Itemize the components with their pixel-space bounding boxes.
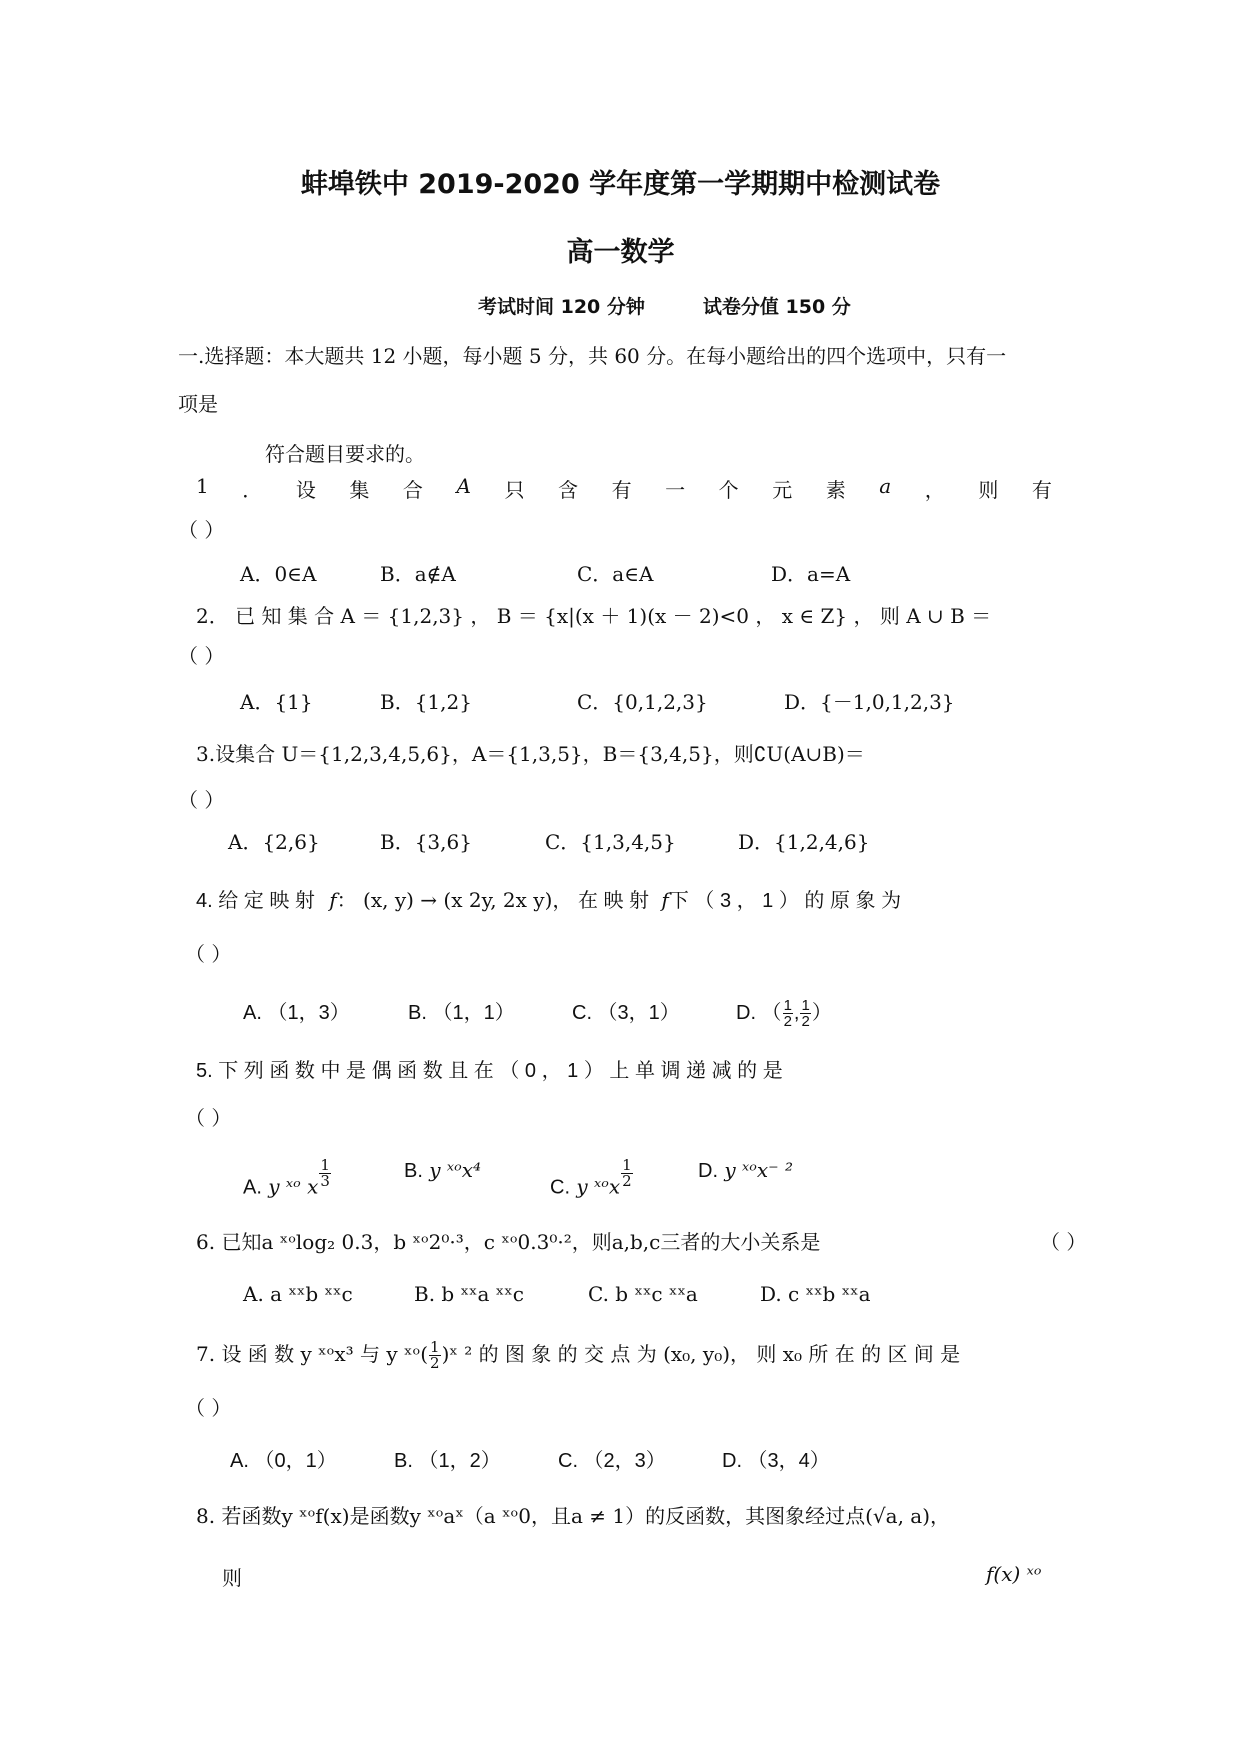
question-8-stem: 8. 若函数y ˣᵒf(x)是函数y ˣᵒaˣ（a ˣᵒ0，且a ≠ 1）的反函数，其图象经过点(√a, a)， bbox=[196, 1504, 951, 1528]
full-score: 试卷分值 150 分 bbox=[702, 296, 851, 318]
question-3-option-c: C．{1,3,4,5} bbox=[545, 830, 676, 854]
section-heading-line2: 项是 bbox=[178, 392, 218, 416]
question-7-option-d: D. （3，4） bbox=[722, 1450, 830, 1472]
question-6-option-b: B. b ˣˣa ˣˣc bbox=[414, 1282, 524, 1306]
question-5-answer-paren: （ ） bbox=[185, 1106, 232, 1130]
question-5-option-b: B. y ˣᵒx⁴ bbox=[404, 1158, 482, 1182]
fraction-one-half: $\frac{1}{2}$ bbox=[783, 997, 792, 1031]
question-2-stem: 2． 已 知 集 合 A ＝ {1,2,3} ， B ＝ {x|(x ＋ 1)(x － 2)<0 ， x ∈ Z} ， 则 A ∪ B ＝ bbox=[196, 604, 992, 628]
question-6-option-c: C. b ˣˣc ˣˣa bbox=[588, 1282, 698, 1306]
section-heading-line3: 符合题目要求的。 bbox=[265, 442, 425, 466]
question-3-answer-paren: （ ） bbox=[178, 788, 225, 812]
question-7-option-b: B. （1，2） bbox=[394, 1450, 501, 1472]
question-7-stem: 7. 设 函 数 y ˣᵒx³ 与 y ˣᵒ( $\frac{1}{2}$ )ˣ ² 的 图 象 的 交 点 为 (x₀, y₀)， 则 x₀ 所 在 的 区 间 是 bbox=[196, 1338, 961, 1372]
question-1-option-c: C．a∈A bbox=[577, 562, 654, 586]
question-1-option-a: A．0∈A bbox=[240, 562, 317, 586]
question-5-option-c: C. y ˣᵒx $\frac{1}{2}$ bbox=[550, 1156, 632, 1199]
question-3-option-b: B．{3,6} bbox=[380, 830, 472, 854]
question-2-option-c: C．{0,1,2,3} bbox=[577, 690, 708, 714]
question-6-option-d: D. c ˣˣb ˣˣa bbox=[760, 1282, 871, 1306]
question-7-option-a: A. （0，1） bbox=[230, 1450, 337, 1472]
question-5-stem: 5. 下 列 函 数 中 是 偶 函 数 且 在 （ 0 ， 1 ） 上 单 调 递 减 的 是 bbox=[196, 1060, 783, 1082]
question-8-stem-line2-left: 则 bbox=[222, 1566, 242, 1590]
question-3-stem: 3.设集合 U＝{1,2,3,4,5,6}，A＝{1,3,5}，B＝{3,4,5}，则∁U(A∪B)＝ bbox=[196, 742, 865, 766]
question-4-stem: 4. 给 定 映 射 f： (x, y) → (x 2y, 2x y)， 在 映 射 f下 （ 3 ， 1 ） 的 原 象 为 bbox=[196, 888, 902, 912]
exam-info bbox=[478, 292, 851, 319]
question-4-answer-paren: （ ） bbox=[185, 942, 232, 966]
question-5-option-d: D. y ˣᵒx⁻ ² bbox=[698, 1158, 794, 1182]
subject-title: 高一数学 bbox=[566, 237, 675, 268]
question-2-option-a: A．{1} bbox=[240, 690, 313, 714]
question-6-answer-paren: （ ） bbox=[1040, 1230, 1087, 1254]
question-1-answer-paren: （ ） bbox=[178, 518, 225, 542]
question-3-option-d: D．{1,2,4,6} bbox=[738, 830, 870, 854]
exam-time: 考试时间 120 分钟 bbox=[478, 296, 645, 318]
section-heading-line1: 一.选择题：本大题共 12 小题，每小题 5 分，共 60 分。在每小题给出的四个选项中，只有一 bbox=[178, 344, 1007, 368]
question-4-option-b: B. （1，1） bbox=[408, 1002, 515, 1024]
question-2-option-b: B．{1,2} bbox=[380, 690, 472, 714]
question-3-option-a: A．{2,6} bbox=[228, 830, 320, 854]
question-6-option-a: A. a ˣˣb ˣˣc bbox=[243, 1282, 353, 1306]
question-4-option-d: D. （ $\frac{1}{2}$ , $\frac{1}{2}$ ） bbox=[736, 997, 832, 1031]
question-1-stem: 1 ． 设 集 合 A 只 含 有 一 个 元 素 a ， 则 有 bbox=[196, 474, 1052, 502]
question-6-stem: 6. 已知a ˣᵒlog₂ 0.3，b ˣᵒ2⁰·³，c ˣᵒ0.3⁰·²，则a,b,c三者的大小关系是 bbox=[196, 1230, 821, 1254]
question-1-option-b: B．a∉A bbox=[380, 562, 456, 586]
question-7-option-c: C. （2，3） bbox=[558, 1450, 666, 1472]
question-7-answer-paren: （ ） bbox=[185, 1396, 232, 1420]
question-2-answer-paren: （ ） bbox=[178, 644, 225, 668]
exam-title: 蚌埠铁中 2019-2020 学年度第一学期期中检测试卷 bbox=[300, 169, 941, 200]
question-4-option-c: C. （3，1） bbox=[572, 1002, 680, 1024]
question-5-option-a: A. y ˣᵒ x $\frac{1}{3}$ bbox=[243, 1156, 330, 1199]
question-8-stem-line2-right: f(x) ˣᵒ bbox=[986, 1562, 1042, 1586]
question-2-option-d: D．{－1,0,1,2,3} bbox=[784, 690, 955, 714]
question-1-option-d: D．a=A bbox=[771, 562, 851, 586]
question-4-option-a: A. （1，3） bbox=[243, 1002, 350, 1024]
fraction-one-half-2: $\frac{1}{2}$ bbox=[801, 997, 810, 1031]
